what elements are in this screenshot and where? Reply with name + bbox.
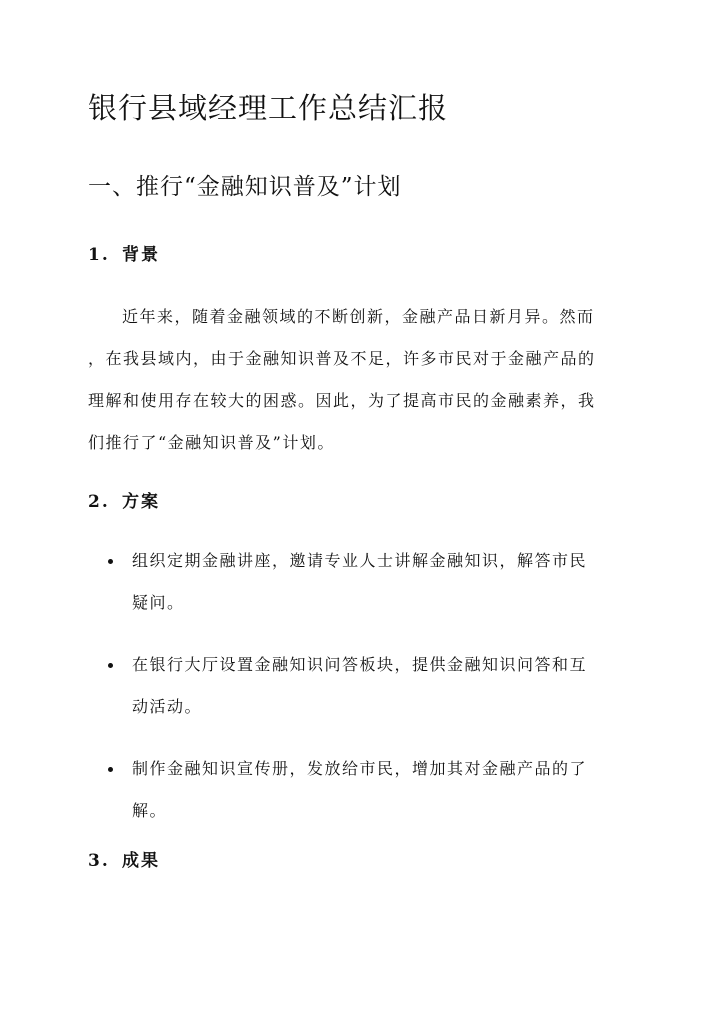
subheading-text: 背景 bbox=[122, 245, 160, 265]
paragraph-line: 理解和使用存在较大的困惑。因此，为了提高市民的金融素养，我 bbox=[88, 391, 596, 410]
subheading-results bbox=[88, 848, 160, 874]
subheading-number: 1. bbox=[88, 245, 110, 265]
subheading-background bbox=[88, 242, 160, 268]
subheading-text: 成果 bbox=[122, 851, 160, 871]
document-title: 银行县域经理工作总结汇报 bbox=[88, 91, 449, 125]
section-title: 一、推行“金融知识普及”计划 bbox=[88, 174, 402, 200]
bullet-icon bbox=[108, 663, 113, 668]
list-item bbox=[104, 644, 634, 728]
paragraph-line: ，在我县域内，由于金融知识普及不足，许多市民对于金融产品的 bbox=[88, 349, 596, 368]
background-paragraph bbox=[88, 296, 633, 464]
paragraph-line: 们推行了“金融知识普及”计划。 bbox=[88, 433, 335, 452]
subheading-plan bbox=[88, 489, 160, 515]
plan-bullet-list bbox=[104, 540, 634, 852]
bullet-icon bbox=[108, 767, 113, 772]
bullet-icon bbox=[108, 559, 113, 564]
subheading-number: 3. bbox=[88, 851, 110, 871]
subheading-text: 方案 bbox=[122, 492, 160, 512]
list-item-line: 制作金融知识宣传册，发放给市民，增加其对金融产品的了 bbox=[132, 759, 588, 778]
list-item-line: 解。 bbox=[132, 801, 168, 820]
subheading-number: 2. bbox=[88, 492, 110, 512]
list-item-line: 动活动。 bbox=[132, 697, 203, 716]
list-item-line: 组织定期金融讲座，邀请专业人士讲解金融知识，解答市民 bbox=[132, 551, 588, 570]
list-item-line: 疑问。 bbox=[132, 593, 185, 612]
list-item-line: 在银行大厅设置金融知识问答板块，提供金融知识问答和互 bbox=[132, 655, 588, 674]
list-item bbox=[104, 748, 634, 832]
paragraph-line: 近年来，随着金融领域的不断创新，金融产品日新月异。然而 bbox=[122, 307, 595, 326]
list-item bbox=[104, 540, 634, 624]
